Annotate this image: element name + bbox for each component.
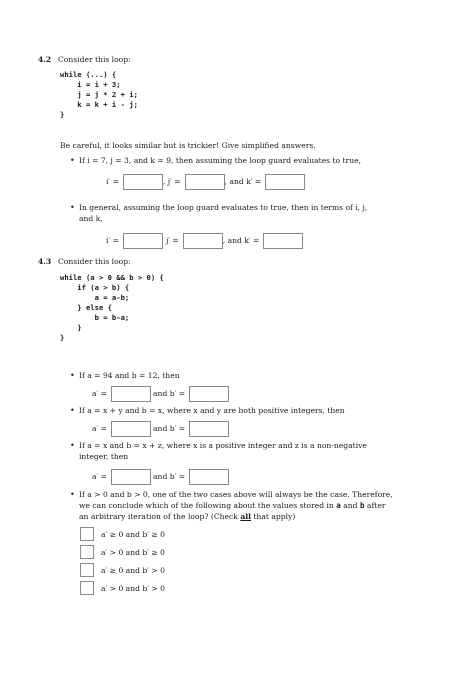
option-label-3: a′ ≥ 0 and b′ > 0 [101,566,165,575]
option-checkbox-3[interactable] [80,563,94,577]
b4-line2-post: after [364,501,386,510]
b-prime-label: and b′ = [153,472,186,481]
j-prime-label: , j′ = [162,177,181,186]
q43-bullet3-line2: integer, then [79,452,129,461]
q42-bullet2-line2: and k, [79,214,103,223]
option-label-1: a′ ≥ 0 and b′ ≥ 0 [101,530,165,539]
code-line: } else { [60,303,112,312]
q42-heading: Consider this loop: [58,55,131,64]
var-b: b [359,501,365,510]
option-checkbox-2[interactable] [80,545,94,559]
q43-answer-row-3 [92,469,229,485]
q42-answer-row-1 [106,174,305,190]
code-line: b = b-a; [60,313,130,322]
q43-number: 4.3 [38,257,52,266]
a-prime-input-2[interactable] [111,421,151,437]
bullet-dot: • [70,203,75,212]
q43-answer-row-2 [92,421,229,437]
a-prime-label: a′ = [92,472,108,481]
b-prime-input-2[interactable] [189,421,229,437]
j-prime-label: j′ = [165,236,179,245]
code-line: a = a-b; [60,293,130,302]
b-prime-label: and b′ = [153,389,186,398]
code-line: if (a > b) { [60,283,130,292]
b-prime-input-3[interactable] [189,469,229,485]
k-prime-input-2[interactable] [263,233,303,249]
code-line: } [60,110,65,119]
option-checkbox-4[interactable] [80,581,94,595]
a-prime-input-1[interactable] [111,386,151,402]
option-label-2: a′ > 0 and b′ ≥ 0 [101,548,165,557]
q43-code-block [60,273,164,343]
bullet-dot: • [70,406,75,415]
b4-line2-pre: we can conclude which of the following about the values stored in [79,501,337,510]
q43-bullet4-line2 [79,501,385,511]
code-line: j = j * 2 + i; [60,90,138,99]
var-a: a [336,501,341,510]
q43-bullet4-line3 [79,512,295,522]
code-line: while (...) { [60,70,117,79]
all-emphasis: all [240,512,252,521]
code-line: k = k + i - j; [60,100,138,109]
q42-bullet1: If i = 7, j = 3, and k = 9, then assuming the loop guard evaluates to true, [79,156,362,165]
q43-bullet2: If a = x + y and b = x, where x and y are both positive integers, then [79,406,345,415]
q42-warning: Be careful, it looks similar but is trickier! Give simplified answers. [60,141,316,150]
i-prime-input-2[interactable] [123,233,163,249]
b-prime-label: and b′ = [153,424,186,433]
j-prime-input-1[interactable] [185,174,225,190]
q42-answer-row-2 [106,233,303,249]
b4-line3-post: that apply) [251,512,296,521]
bullet-dot: • [70,441,75,450]
i-prime-label: i′ = [106,177,119,186]
q43-heading: Consider this loop: [58,257,131,266]
i-prime-label: i′ = [106,236,119,245]
b4-line3-pre: an arbitrary iteration of the loop? (Check [79,512,241,521]
j-prime-input-2[interactable] [183,233,223,249]
a-prime-label: a′ = [92,424,108,433]
q43-bullet4-line1: If a > 0 and b > 0, one of the two cases above will always be the case. Therefore, [79,490,393,499]
a-prime-label: a′ = [92,389,108,398]
option-checkbox-1[interactable] [80,527,94,541]
bullet-dot: • [70,156,75,165]
k-prime-input-1[interactable] [265,174,305,190]
a-prime-input-3[interactable] [111,469,151,485]
q42-number: 4.2 [38,55,52,64]
i-prime-input-1[interactable] [123,174,163,190]
q43-bullet3-line1: If a = x and b = x + z, where x is a positive integer and z is a non-negative [79,441,367,450]
b4-and: and [340,501,360,510]
option-label-4: a′ > 0 and b′ > 0 [101,584,165,593]
code-line: i = i + 3; [60,80,121,89]
code-line: } [60,333,65,342]
q43-answer-row-1 [92,386,229,402]
b-prime-input-1[interactable] [189,386,229,402]
code-line: } [60,323,82,332]
code-line: while (a > 0 && b > 0) { [60,273,164,282]
q42-code-block [60,70,138,120]
bullet-dot: • [70,371,75,380]
q42-bullet2-line1: In general, assuming the loop guard evaluates to true, then in terms of i, j, [79,203,368,212]
bullet-dot: • [70,490,75,499]
k-prime-label: , and k′ = [224,177,262,186]
k-prime-label: , and k′ = [222,236,260,245]
q43-bullet1: If a = 94 and b = 12, then [79,371,180,380]
